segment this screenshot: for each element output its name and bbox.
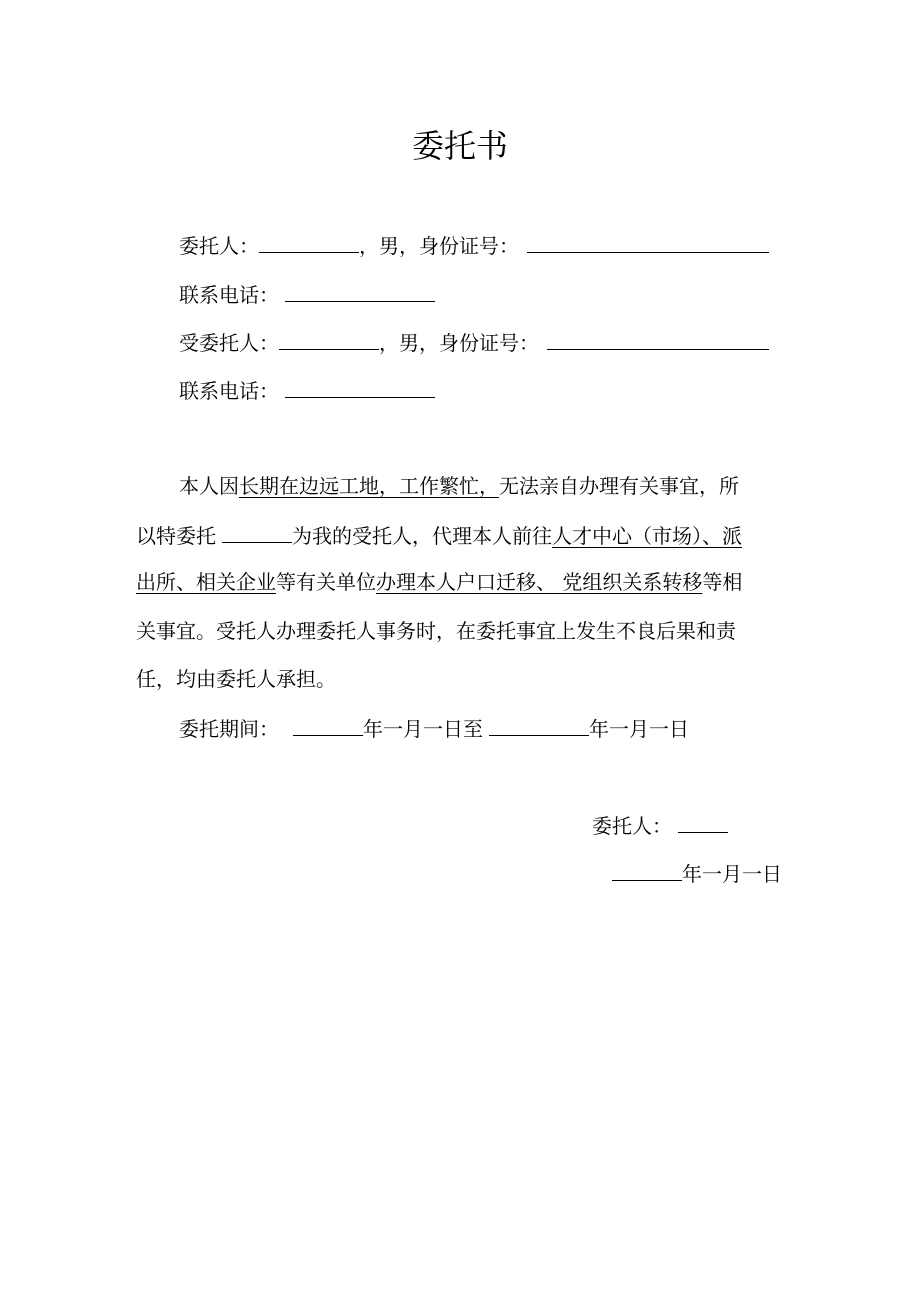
period-end: 年一月一日 <box>589 717 689 741</box>
agent-phone-blank <box>285 379 435 398</box>
body-text: 等相 <box>702 570 743 594</box>
period-mid: 年一月一日至 <box>363 717 483 741</box>
period-label: 委托期间： <box>179 717 279 741</box>
body-line-4: 关事宜。受托人办理委托人事务时，在委托事宜上发生不良后果和责 <box>136 619 736 643</box>
body-text: 本人因 <box>179 474 239 498</box>
signature-year-blank <box>612 862 682 881</box>
agent-name-blank <box>279 331 379 350</box>
principal-line <box>179 234 769 256</box>
agent-label: 受委托人： <box>179 331 279 355</box>
underlined-destination: 人才中心（市场）、派 <box>552 524 742 548</box>
principal-name-blank <box>259 234 359 253</box>
signature-blank <box>678 814 728 833</box>
principal-phone-label: 联系电话： <box>179 283 279 307</box>
body-text: 以特委托 <box>136 524 216 548</box>
principal-phone-line <box>179 283 435 305</box>
signature-line <box>592 814 728 836</box>
signature-date-line <box>612 862 782 884</box>
body-line-2 <box>136 524 742 546</box>
principal-label: 委托人： <box>179 234 259 258</box>
body-line-5: 任，均由委托人承担。 <box>136 667 336 691</box>
principal-gender-id-label: ，男，身份证号： <box>359 234 519 258</box>
agent-phone-line <box>179 379 435 401</box>
body-line-1 <box>179 476 739 496</box>
agent-line <box>179 331 769 353</box>
agent-name-inline-blank <box>222 524 292 543</box>
period-end-year-blank <box>489 717 589 736</box>
body-text: 为我的受托人，代理本人前往 <box>292 524 552 548</box>
underlined-destination-cont: 出所、相关企业 <box>136 570 276 594</box>
signature-label: 委托人： <box>592 814 672 838</box>
principal-phone-blank <box>285 283 435 302</box>
body-text: 等有关单位 <box>276 570 376 594</box>
agent-phone-label: 联系电话： <box>179 379 279 403</box>
body-text: 无法亲自办理有关事宜，所 <box>499 474 739 498</box>
signature-date: 年一月一日 <box>682 862 782 886</box>
period-start-year-blank <box>293 717 363 736</box>
principal-id-blank <box>527 234 769 253</box>
agent-id-blank <box>547 331 769 350</box>
period-line <box>179 717 689 739</box>
underlined-matters: 办理本人户口迁移、 党组织关系转移 <box>376 570 703 594</box>
underlined-reason: 长期在边远工地，工作繁忙， <box>239 474 499 498</box>
body-line-3 <box>136 572 742 592</box>
document-title: 委托书 <box>411 127 508 165</box>
agent-gender-id-label: ，男，身份证号： <box>379 331 539 355</box>
